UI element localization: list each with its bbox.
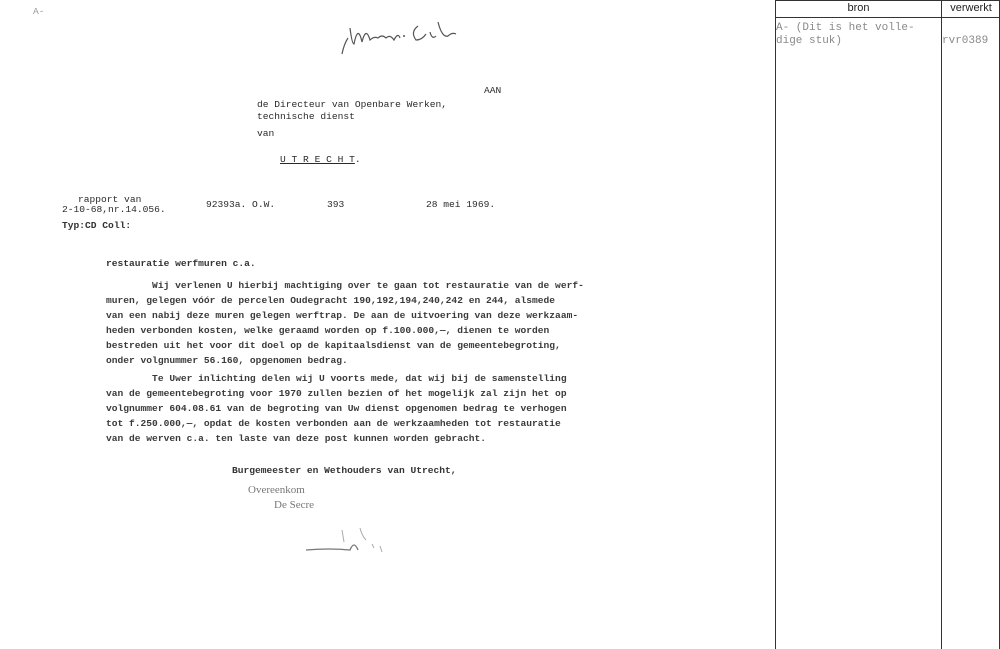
reference-code: 393 bbox=[327, 199, 345, 210]
body-line: onder volgnummer 56.160, opgenomen bedrag. bbox=[106, 355, 348, 366]
header-verwerkt: verwerkt bbox=[950, 2, 992, 14]
body-line: van een nabij deze muren gelegen werftrap. De aan de uitvoering van deze werkzaam- bbox=[106, 310, 579, 321]
body-line: volgnummer 604.08.61 van de begroting van Uw dienst opgenomen bedrag te verhogen bbox=[106, 403, 567, 414]
typ-line: Typ:CD Coll: bbox=[62, 220, 132, 231]
addressee-line: de Directeur van Openbare Werken, bbox=[257, 99, 447, 110]
rapport-line2: 2-10-68,nr.14.056. bbox=[62, 204, 166, 215]
bron-value: A- (Dit is het volle- dige stuk) bbox=[776, 22, 915, 47]
letter-date: 28 mei 1969. bbox=[426, 199, 496, 210]
body-line: muren, gelegen vóór de percelen Oudegracht 190,192,194,240,242 en 244, alsmede bbox=[106, 295, 556, 306]
addressee-label: AAN bbox=[484, 85, 502, 96]
header-bron: bron bbox=[847, 2, 870, 14]
verwerkt-value: rvr0389 bbox=[942, 35, 989, 47]
addressee-line: technische dienst bbox=[257, 111, 355, 122]
body-line: van de werven c.a. ten laste van deze post kunnen worden gebracht. bbox=[106, 433, 486, 444]
signature-icon bbox=[300, 520, 400, 560]
body-line: heden verbonden kosten, welke geraamd worden op f.100.000,—, dienen te worden bbox=[106, 325, 550, 336]
stamp-line: Overeenkom bbox=[248, 484, 305, 496]
table-column-divider bbox=[941, 0, 942, 649]
table-header-divider bbox=[775, 17, 1000, 18]
body-line: tot f.250.000,—, opdat de kosten verbonden aan de werkzaamheden tot restauratie bbox=[106, 418, 561, 429]
closing: Burgemeester en Wethouders van Utrecht, bbox=[232, 465, 457, 476]
body-line: Te Uwer inlichting delen wij U voorts mede, dat wij bij de samenstelling bbox=[106, 373, 567, 384]
body-line: van de gemeentebegroting voor 1970 zullen bezien of het mogelijk zal zijn het op bbox=[106, 388, 567, 399]
subject: restauratie werfmuren c.a. bbox=[106, 258, 256, 269]
body-line: Wij verlenen U hierbij machtiging over te gaan tot restauratie van de werf- bbox=[106, 280, 584, 291]
table-top-border bbox=[775, 0, 1000, 1]
body-line: bestreden uit het voor dit doel op de kapitaalsdienst van de gemeentebegroting, bbox=[106, 340, 561, 351]
city: U T R E C H T. bbox=[280, 154, 361, 165]
stamp-line: De Secre bbox=[274, 499, 315, 511]
table-border-left bbox=[775, 0, 776, 649]
corner-mark: A- bbox=[33, 6, 45, 17]
reference-number: 92393a. O.W. bbox=[206, 199, 276, 210]
handwritten-note-icon bbox=[338, 14, 478, 58]
van-label: van bbox=[257, 128, 275, 139]
rapport-line1: rapport van bbox=[78, 194, 142, 205]
